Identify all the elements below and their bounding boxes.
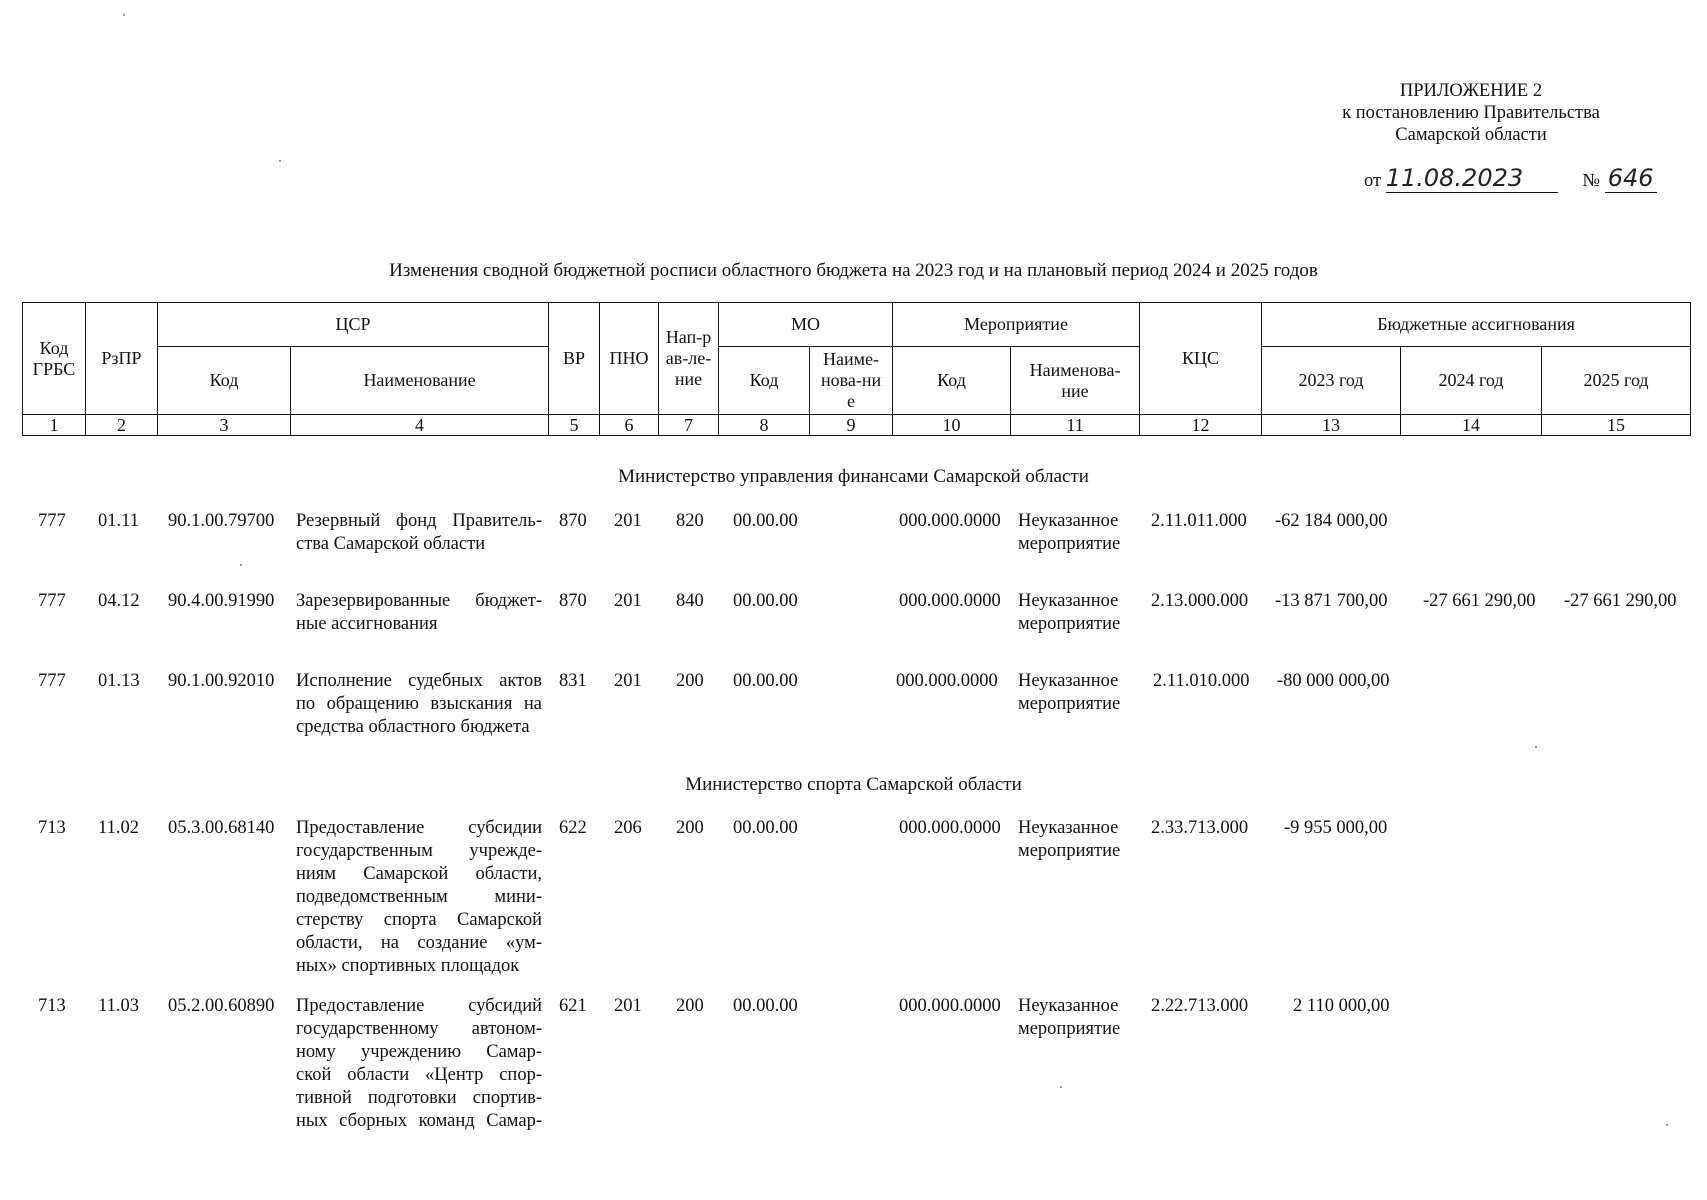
name-line: ных» спортивных площадок	[296, 956, 520, 976]
header-year-2024: 2024 год	[1401, 347, 1542, 415]
cell-csr-code: 05.2.00.60890	[168, 996, 275, 1016]
header-grbs: Код ГРБС	[23, 303, 86, 415]
cell-kcs: 2.33.713.000	[1151, 818, 1249, 838]
name-line: тивной подготовки спортив-	[296, 1088, 542, 1108]
header-csr-name: Наименование	[291, 347, 549, 415]
cell-pno: 201	[614, 671, 642, 691]
cell-kcs: 2.11.011.000	[1151, 511, 1247, 531]
header-csr-code: Код	[158, 347, 291, 415]
cell-event-name: Неуказанное мероприятие	[1018, 818, 1121, 861]
resolution-date: 11.08.2023	[1386, 164, 1558, 193]
appendix-title: ПРИЛОЖЕНИЕ 2	[1399, 81, 1543, 101]
scan-speck	[1666, 1124, 1668, 1126]
appendix-line: к постановлению Правительства	[1342, 103, 1600, 123]
department-heading: Министерство спорта Самарской области	[685, 774, 1022, 795]
scan-speck	[123, 14, 125, 16]
header-csr: ЦСР	[158, 303, 549, 347]
cell-vr: 870	[559, 511, 587, 531]
name-line: ства Самарской области	[296, 534, 486, 554]
column-number: 15	[1542, 415, 1691, 436]
name-line: ному учреждению Самар-	[296, 1042, 542, 1062]
column-number: 12	[1140, 415, 1262, 436]
scan-speck	[240, 564, 242, 566]
cell-event-name: Неуказанное мероприятие	[1018, 591, 1121, 634]
header-event-name: Наименова-ние	[1011, 347, 1140, 415]
cell-event-name: Неуказанное мероприятие	[1018, 511, 1121, 554]
cell-pno: 201	[614, 511, 642, 531]
name-line: государственному автоном-	[296, 1019, 542, 1039]
cell-grbs: 777	[38, 511, 66, 531]
cell-kcs: 2.13.000.000	[1151, 591, 1249, 611]
cell-2023: 2 110 000,00	[1293, 996, 1390, 1016]
cell-2024: -27 661 290,00	[1423, 591, 1536, 611]
document-title: Изменения сводной бюджетной росписи областного бюджета на 2023 год и на плановый период 2024 и 2025 годов	[389, 260, 1318, 281]
column-number: 9	[810, 415, 893, 436]
column-number: 6	[600, 415, 659, 436]
cell-event-code: 000.000.0000	[899, 591, 1001, 611]
resolution-number: 646	[1605, 164, 1657, 193]
scan-speck	[1535, 746, 1537, 748]
cell-grbs: 777	[38, 591, 66, 611]
cell-event-code: 000.000.0000	[899, 818, 1001, 838]
number-sign: №	[1582, 171, 1600, 191]
name-line: Исполнение судебных актов	[296, 671, 542, 691]
header-event: Мероприятие	[893, 303, 1140, 347]
column-number: 10	[893, 415, 1011, 436]
appendix-block	[1311, 80, 1631, 146]
cell-pno: 201	[614, 996, 642, 1016]
cell-vr: 622	[559, 818, 587, 838]
name-line: ных сборных команд Самар-	[296, 1111, 542, 1131]
cell-rzpr: 11.02	[98, 818, 139, 838]
cell-rzpr: 11.03	[98, 996, 139, 1016]
cell-rzpr: 04.12	[98, 591, 140, 611]
name-line: области, на создание «ум-	[296, 933, 542, 953]
column-number: 11	[1011, 415, 1140, 436]
cell-csr-name	[296, 590, 542, 636]
cell-grbs: 713	[38, 996, 66, 1016]
header-kcs: КЦС	[1140, 303, 1262, 415]
cell-csr-name	[296, 995, 542, 1133]
scan-speck	[1060, 1086, 1062, 1088]
column-number: 14	[1401, 415, 1542, 436]
cell-kcs: 2.22.713.000	[1151, 996, 1249, 1016]
cell-2025: -27 661 290,00	[1564, 591, 1677, 611]
appendix-line: Самарской области	[1395, 125, 1547, 145]
cell-2023: -80 000 000,00	[1277, 671, 1390, 691]
name-line: подведомственным мини-	[296, 887, 542, 907]
name-line: Резервный фонд Правитель-	[296, 511, 542, 531]
cell-csr-code: 90.1.00.79700	[168, 511, 275, 531]
cell-mo-code: 00.00.00	[733, 671, 798, 691]
name-line: ской области «Центр спор-	[296, 1065, 542, 1085]
department-heading: Министерство управления финансами Самарской области	[618, 466, 1089, 487]
cell-2023: -62 184 000,00	[1275, 511, 1388, 531]
header-vr: ВР	[549, 303, 600, 415]
header-year-2023: 2023 год	[1262, 347, 1401, 415]
cell-mo-code: 00.00.00	[733, 591, 798, 611]
cell-vr: 621	[559, 996, 587, 1016]
column-number: 8	[719, 415, 810, 436]
header-budget: Бюджетные ассигнования	[1262, 303, 1691, 347]
cell-csr-name	[296, 670, 542, 739]
name-line: средства областного бюджета	[296, 717, 530, 737]
cell-pno: 201	[614, 591, 642, 611]
name-line: государственным учрежде-	[296, 841, 542, 861]
column-number: 4	[291, 415, 549, 436]
cell-direction: 820	[676, 511, 704, 531]
cell-event-name: Неуказанное мероприятие	[1018, 996, 1121, 1039]
column-number: 3	[158, 415, 291, 436]
cell-grbs: 713	[38, 818, 66, 838]
cell-grbs: 777	[38, 671, 66, 691]
cell-2023: -9 955 000,00	[1284, 818, 1388, 838]
cell-kcs: 2.11.010.000	[1153, 671, 1250, 691]
cell-mo-code: 00.00.00	[733, 996, 798, 1016]
name-line: ные ассигнования	[296, 614, 438, 634]
header-mo: МО	[719, 303, 893, 347]
table-header	[22, 302, 1691, 436]
cell-csr-code: 90.1.00.92010	[168, 671, 275, 691]
cell-event-code: 000.000.0000	[896, 671, 998, 691]
cell-mo-code: 00.00.00	[733, 511, 798, 531]
cell-2023: -13 871 700,00	[1275, 591, 1388, 611]
column-number: 13	[1262, 415, 1401, 436]
cell-mo-code: 00.00.00	[733, 818, 798, 838]
cell-rzpr: 01.13	[98, 671, 140, 691]
cell-direction: 200	[676, 996, 704, 1016]
cell-csr-name	[296, 510, 542, 556]
name-line: стерству спорта Самарской	[296, 910, 542, 930]
cell-event-code: 000.000.0000	[899, 996, 1001, 1016]
header-pno: ПНО	[600, 303, 659, 415]
cell-csr-code: 05.3.00.68140	[168, 818, 275, 838]
scan-speck	[279, 160, 281, 162]
date-prefix: от	[1364, 171, 1382, 191]
name-line: ниям Самарской области,	[296, 864, 542, 884]
cell-event-name: Неуказанное мероприятие	[1018, 671, 1121, 714]
cell-pno: 206	[614, 818, 642, 838]
cell-direction: 200	[676, 671, 704, 691]
name-line: Предоставление субсидии	[296, 818, 542, 838]
cell-rzpr: 01.11	[98, 511, 139, 531]
cell-direction: 840	[676, 591, 704, 611]
header-mo-code: Код	[719, 347, 810, 415]
column-number: 2	[86, 415, 158, 436]
cell-vr: 831	[559, 671, 587, 691]
resolution-reference	[1364, 164, 1657, 193]
cell-event-code: 000.000.0000	[899, 511, 1001, 531]
header-rzpr: РзПР	[86, 303, 158, 415]
header-direction: Нап-рав-ле-ние	[659, 303, 719, 415]
name-line: по обращению взыскания на	[296, 694, 542, 714]
name-line: Предоставление субсидий	[296, 996, 542, 1016]
header-mo-name: Наиме-нова-ние	[810, 347, 893, 415]
column-number: 5	[549, 415, 600, 436]
name-line: Зарезервированные бюджет-	[296, 591, 542, 611]
header-event-code: Код	[893, 347, 1011, 415]
column-number: 7	[659, 415, 719, 436]
column-number: 1	[23, 415, 86, 436]
cell-vr: 870	[559, 591, 587, 611]
header-year-2025: 2025 год	[1542, 347, 1691, 415]
cell-direction: 200	[676, 818, 704, 838]
cell-csr-name	[296, 817, 542, 978]
cell-csr-code: 90.4.00.91990	[168, 591, 275, 611]
